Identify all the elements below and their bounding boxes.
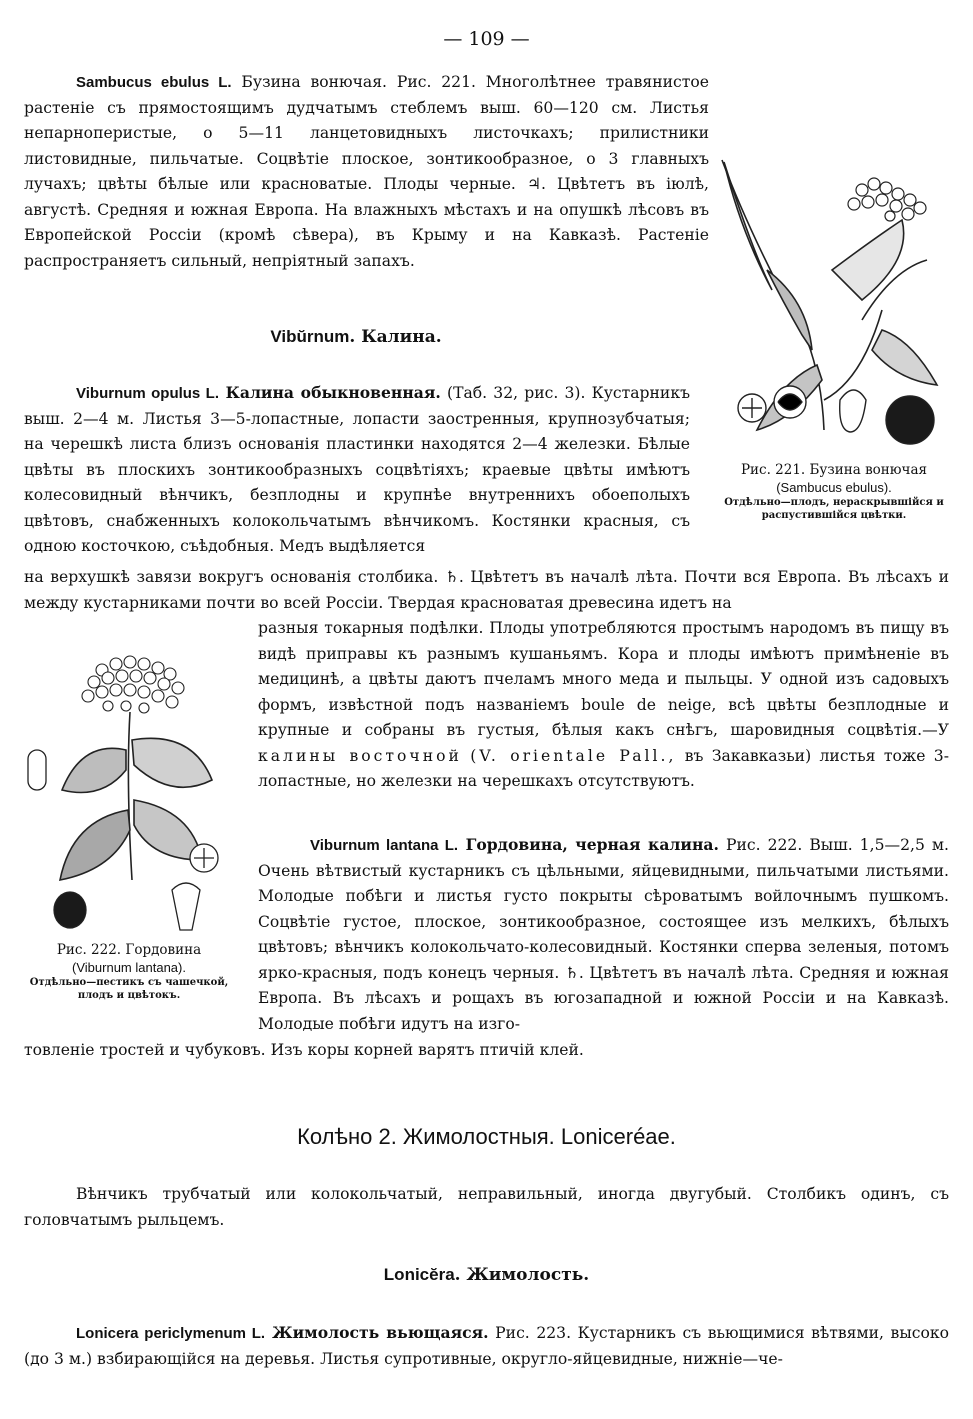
viburnum-opulus-text-3: разныя токарныя подѣлки. Плоды употребляются простымъ народомъ въ пищу въ видѣ приправы къ разнымъ кушаньямъ. Кора и плоды имѣютъ примѣненіе въ медицинѣ, а цвѣты даютъ пчеламъ много меда и пыльцы. У одной изъ садовыхъ формъ, извѣстной подъ названіемъ boule de neige, всѣ цвѣты безплодные и крупные и собраны въ густыя, бѣлыя какъ снѣгъ, шаровидныя соцвѣтія.—У [258, 619, 949, 739]
viburnum-lantana-text-2: товленіе тростей и чубуковъ. Изъ коры корней варятъ птичій клей. [24, 1041, 584, 1059]
sambucus-name: Sambucus ebulus L. [76, 74, 232, 91]
figure-222-caption [14, 942, 244, 1002]
lonicera-latin: Lonicĕra [383, 1265, 455, 1284]
viburnum-lantana-title: Гордовина, черная калина. [458, 835, 719, 854]
sambucus-drawing [712, 150, 952, 460]
viburnum-lantana-text-1: Рис. 222. Выш. 1,5—2,5 м. Очень вѣтвистый кустарникъ съ цѣльными, яйцевидными, пильчатыми листьями. Молодые побѣги и листья густо покрыты сѣроватымъ войлочнымъ пушкомъ. Соцвѣтіе густое, плоское, зонтикообразное, состоящее изъ мелкихъ, бѣлыхъ цвѣтовъ; вѣнчикъ колокольчато-колесовидный. Костянки сперва зеленыя, потомъ ярко-красныя, подъ конецъ черныя. ♄. Цвѣтетъ въ началѣ лѣта. Средняя и южная Европа. Въ лѣсахъ и рощахъ въ югозападной и южной Россіи и на Кавказѣ. Молодые побѣги идутъ на изго- [258, 836, 949, 1033]
fig221-caption-note: Отдѣльно—плодъ, нераскрывшійся и распустившійся цвѣтки. [724, 497, 944, 521]
viburnum-lantana-name: Viburnum lantana L. [310, 837, 459, 854]
viburnum-genus-heading [0, 327, 712, 347]
viburnum-opulus-text-4: въ Закавказьи) листья тоже 3-лопастные, но железки на черешкахъ отсутствуютъ. [258, 746, 949, 790]
viburnum-opulus-paragraph-1 [24, 380, 690, 560]
viburnum-latin: Vibŭrnum [270, 327, 350, 346]
lonicera-name: Lonicera periclymenum L. [76, 1325, 266, 1342]
viburnum-opulus-text-2: на верхушкѣ завязи вокругъ основанія столбика. ♄. Цвѣтетъ въ началѣ лѣта. Почти вся Европа. Въ лѣсахъ и между кустарниками почти во всей Россіи. Твердая красноватая древесина идетъ на [24, 568, 949, 612]
fig222-caption-title: Рис. 222. Гордовина [56, 942, 202, 958]
viburnum-opulus-text-1: (Таб. 32, рис. 3). Кустарникъ выш. 2—4 м. Листья 3—5-лопастные, лопасти заостренныя, крупнозубчатыя; на черешкѣ листа близъ основанія пластинки находятся 2—4 железки. Бѣлые цвѣты въ плоскихъ зонтикообразныхъ соцвѣтіяхъ; краевые цвѣты имѣютъ колесовидный вѣнчикъ, безплодны и крупнѣе внутреннихъ обоеполыхъ цвѣтовъ, снабженныхъ колокольчатымъ вѣнчикомъ. Костянки красныя, съ одною косточкою, съѣдобныя. Медъ выдѣляется [24, 384, 690, 555]
fig222-caption-note: Отдѣльно—пестикъ съ чашечкой, плодъ и цвѣтокъ. [29, 977, 229, 1001]
figure-222-illustration [22, 640, 238, 940]
viburnum-opulus-paragraph-3 [258, 616, 949, 795]
figure-221-caption [712, 462, 956, 522]
lonicera-russian: . Жимолость. [454, 1265, 590, 1285]
lonicera-paragraph [24, 1320, 949, 1372]
viburnum-opulus-name: Viburnum opulus L. [76, 385, 219, 402]
sambucus-text: Бузина вонючая. Рис. 221. Многолѣтнее травянистое растеніе съ прямостоящимъ дудчатымъ стеблемъ выш. 60—120 см. Листья непарноперистые, о 5—11 ланцетовидныхъ листочкахъ; прилистники листовидные, пильчатые. Соцвѣтіе плоское, зонтикообразное, о 3 главныхъ лучахъ; цвѣты бѣлые или красноватые. Плоды черные. ♃. Цвѣтетъ въ іюлѣ, августѣ. Средняя и южная Европа. На влажныхъ мѣстахъ и на опушкѣ лѣсовъ въ Европейской Россіи (кромѣ сѣвера), въ Крыму и на Кавказѣ. Растеніе распространяетъ сильный, непріятный запахъ. [24, 73, 709, 270]
lonicera-text: Рис. 223. Кустарникъ съ вьющимися вѣтвями, высоко (до 3 м.) взбирающійся на деревья. Листья супротивные, округло-яйцевидные, нижніе—че- [24, 1324, 949, 1368]
viburnum-russian: . Калина. [349, 327, 442, 347]
lonicera-title: Жимолость вьющаяся. [265, 1323, 489, 1342]
family-heading: Колѣно 2. Жимолостныя. Loniceréae. [297, 1124, 676, 1149]
family-description-text: Вѣнчикъ трубчатый или колокольчатый, неправильный, иногда двугубый. Столбикъ одинъ, съ головчатымъ рыльцемъ. [24, 1185, 949, 1229]
fig221-caption-title: Рис. 221. Бузина вонючая [740, 462, 928, 478]
family-description [24, 1182, 949, 1233]
viburnum-lantana-drawing [22, 640, 238, 940]
viburnum-lantana-paragraph-2 [24, 1038, 949, 1064]
fig221-caption-latin: (Sambucus ebulus). [776, 480, 892, 495]
figure-221-illustration [712, 150, 952, 460]
viburnum-lantana-paragraph-1 [258, 832, 949, 1037]
viburnum-orientale-name: (V. orientale Pall., [470, 746, 677, 765]
lonicera-genus-heading [0, 1265, 973, 1285]
viburnum-orientale-spaced: калины восточной [258, 746, 462, 765]
viburnum-opulus-paragraph-2 [24, 565, 949, 616]
page-number: — 109 — [443, 28, 530, 50]
fig222-caption-latin: (Viburnum lantana). [72, 960, 186, 975]
viburnum-opulus-title: Калина обыкновенная. [219, 383, 441, 402]
